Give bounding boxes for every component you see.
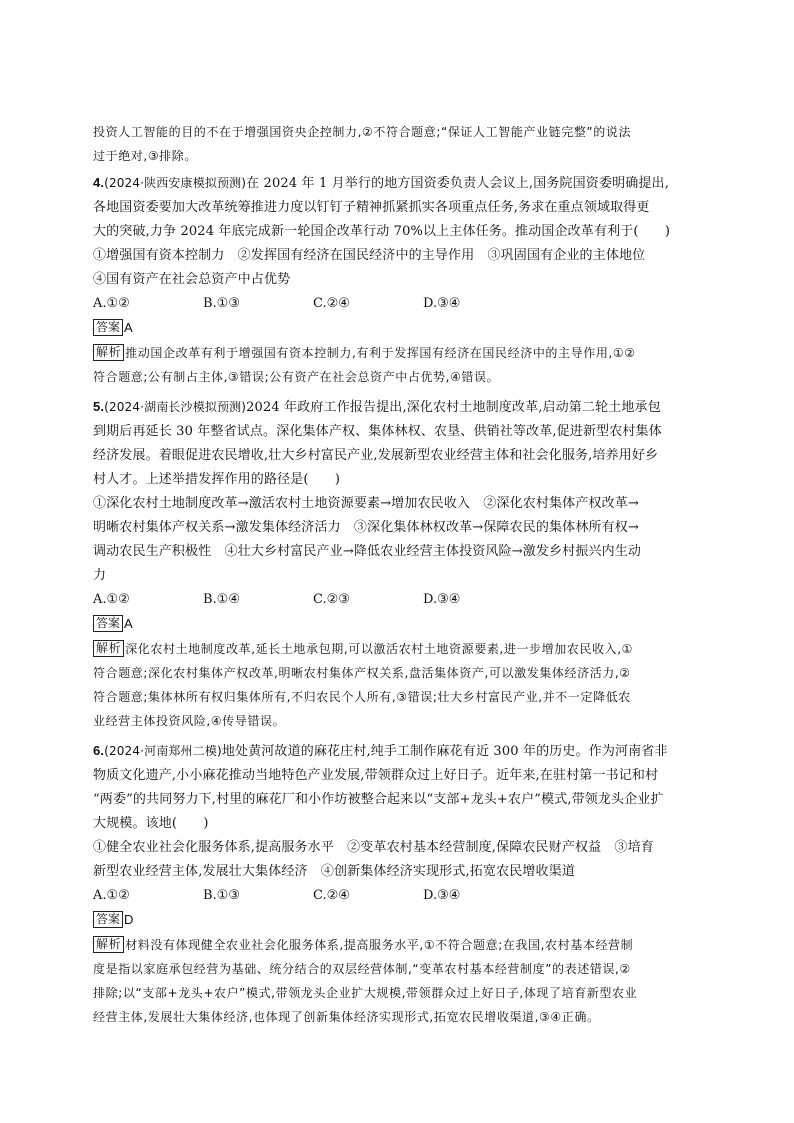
question-stem-line: “两委”的共同努力下,村里的麻花厂和小作坊被整合起来以“支部+龙头+农户”模式,带领龙头企业扩 (93, 792, 664, 807)
analysis-line: 度是指以家庭承包经营为基础、统分结合的双层经营体制,“变革农村基本经营制度”的表述错误,② (93, 962, 631, 976)
question-stem-text: 2024 年政府工作报告提出,深化农村土地制度改革,启动第二轮土地承包 (246, 400, 661, 415)
question-stem-line: 大的突破,力争 2024 年底完成新一轮国企改革行动 70%以上主体任务。推动国企改革有利于( ) (93, 224, 671, 239)
question-stem-line (93, 739, 701, 764)
question-4 (93, 171, 701, 389)
analysis-line: 经营主体,发展壮大集体经济,也体现了创新集体经济实现形式,拓宽农民增收渠道,③④正确。 (93, 1010, 600, 1024)
analysis-tag: 解析 (93, 344, 124, 361)
option-line: ①增强国有资本控制力 ②发挥国有经济在国民经济中的主导作用 ③巩固国有企业的主体地位 (93, 248, 646, 263)
question-number: 4. (93, 175, 105, 190)
choice-a: A.①② (93, 296, 130, 311)
intro-line: 过于绝对,③排除。 (93, 149, 197, 163)
choice-row (93, 884, 701, 908)
answer-value: D (124, 912, 134, 927)
analysis-line (93, 637, 701, 661)
intro-analysis (93, 120, 701, 168)
question-stem-line: 物质文化遗产,小小麻花推动当地特色产业发展,带领群众过上好日子。近年来,在驻村第一书记和村 (93, 768, 659, 783)
question-stem-line: 到期后再延长 30 年整省试点。深化集体产权、集体林权、农垦、供销社等改革,促进新型农村集体 (93, 424, 662, 439)
analysis-line: 符合题意;深化农村集体产权改革,明晰农村集体产权关系,盘活集体资产,可以激发集体经济活力,② (93, 666, 631, 680)
question-stem-text: 在 2024 年 1 月举行的地方国资委负责人会议上,国务院国资委明确提出, (246, 176, 669, 191)
question-6 (93, 739, 701, 1029)
analysis-tag: 解析 (93, 640, 124, 657)
analysis-line (93, 341, 701, 365)
option-line: 调动农民生产积极性 ④壮大乡村富民产业→降低农业经营主体投资风险→激发乡村振兴内生动 (93, 544, 642, 559)
question-source: (2024·河南郑州二模) (104, 744, 222, 758)
question-source: (2024·湖南长沙模拟预测) (104, 400, 247, 414)
question-stem-line: 大规模。该地( ) (93, 816, 209, 831)
option-line: 明晰农村集体产权关系→激发集体经济活力 ③深化集体林权改革→保障农民的集体林所有权→ (93, 520, 639, 535)
choice-b: B.①③ (203, 888, 240, 903)
choice-d: D.③④ (423, 592, 461, 607)
choice-d: D.③④ (423, 296, 461, 311)
question-number: 5. (93, 399, 105, 414)
choice-b: B.①④ (203, 592, 240, 607)
question-source: (2024·陕西安康模拟预测) (104, 176, 247, 190)
answer-value: A (124, 616, 133, 631)
choice-d: D.③④ (423, 888, 461, 903)
answer-line (93, 908, 701, 933)
answer-tag: 答案 (93, 319, 123, 336)
question-number: 6. (93, 743, 105, 758)
question-stem-text: 地处黄河故道的麻花庄村,纯手工制作麻花有近 300 年的历史。作为河南省非 (221, 744, 668, 759)
question-5 (93, 395, 701, 733)
answer-line (93, 316, 701, 341)
analysis-text: 推动国企改革有利于增强国有资本控制力,有利于发挥国有经济在国民经济中的主导作用,①② (125, 346, 636, 360)
question-stem-line: 各地国资委要加大改革统筹推进力度以钉钉子精神抓紧抓实各项重点任务,务求在重点领域取得更 (93, 200, 650, 215)
choice-row (93, 588, 701, 612)
choice-a: A.①② (93, 592, 130, 607)
choice-row (93, 292, 701, 316)
choice-c: C.②④ (313, 888, 350, 903)
answer-tag: 答案 (93, 911, 123, 928)
answer-line (93, 612, 701, 637)
analysis-line (93, 933, 701, 957)
question-stem-line: 村人才。上述举措发挥作用的路径是( ) (93, 472, 341, 487)
question-stem-line (93, 395, 701, 420)
question-stem-line (93, 171, 701, 196)
analysis-text: 材料没有体现健全农业社会化服务体系,提高服务水平,①不符合题意;在我国,农村基本经营制 (125, 938, 634, 952)
document-page (93, 120, 701, 1029)
choice-c: C.②④ (313, 296, 350, 311)
question-stem-line: 经济发展。着眼促进农民增收,壮大乡村富民产业,发展新型农业经营主体和社会化服务,培养用好乡 (93, 448, 659, 463)
analysis-text: 深化农村土地制度改革,延长土地承包期,可以激活农村土地资源要素,进一步增加农民收入,① (125, 642, 634, 656)
analysis-tag: 解析 (93, 936, 124, 953)
option-line: ①深化农村土地制度改革→激活农村土地资源要素→增加农民收入 ②深化农村集体产权改革→ (93, 496, 639, 511)
option-line: 新型农业经营主体,发展壮大集体经济 ④创新集体经济实现形式,拓宽农民增收渠道 (93, 864, 575, 879)
choice-a: A.①② (93, 888, 130, 903)
intro-line: 投资人工智能的目的不在于增强国资央企控制力,②不符合题意;“保证人工智能产业链完整”的说法 (93, 125, 632, 139)
option-line: 力 (93, 568, 107, 583)
answer-value: A (124, 320, 133, 335)
analysis-line: 符合题意;集体林所有权归集体所有,不归农民个人所有,③错误;壮大乡村富民产业,并不一定降低农 (93, 690, 631, 704)
analysis-line: 业经营主体投资风险,④传导错误。 (93, 714, 286, 728)
option-line: ①健全农业社会化服务体系,提高服务水平 ②变革农村基本经营制度,保障农民财产权益 ③培育 (93, 840, 654, 855)
option-line: ④国有资产在社会总资产中占优势 (93, 272, 291, 287)
analysis-line: 符合题意;公有制占主体,③错误;公有资产在社会总资产中占优势,④错误。 (93, 370, 500, 384)
answer-tag: 答案 (93, 615, 123, 632)
analysis-line: 排除;以“支部+龙头+农户”模式,带领龙头企业扩大规模,带领群众过上好日子,体现了培育新型农业 (93, 986, 638, 1000)
choice-b: B.①③ (203, 296, 240, 311)
choice-c: C.②③ (313, 592, 350, 607)
